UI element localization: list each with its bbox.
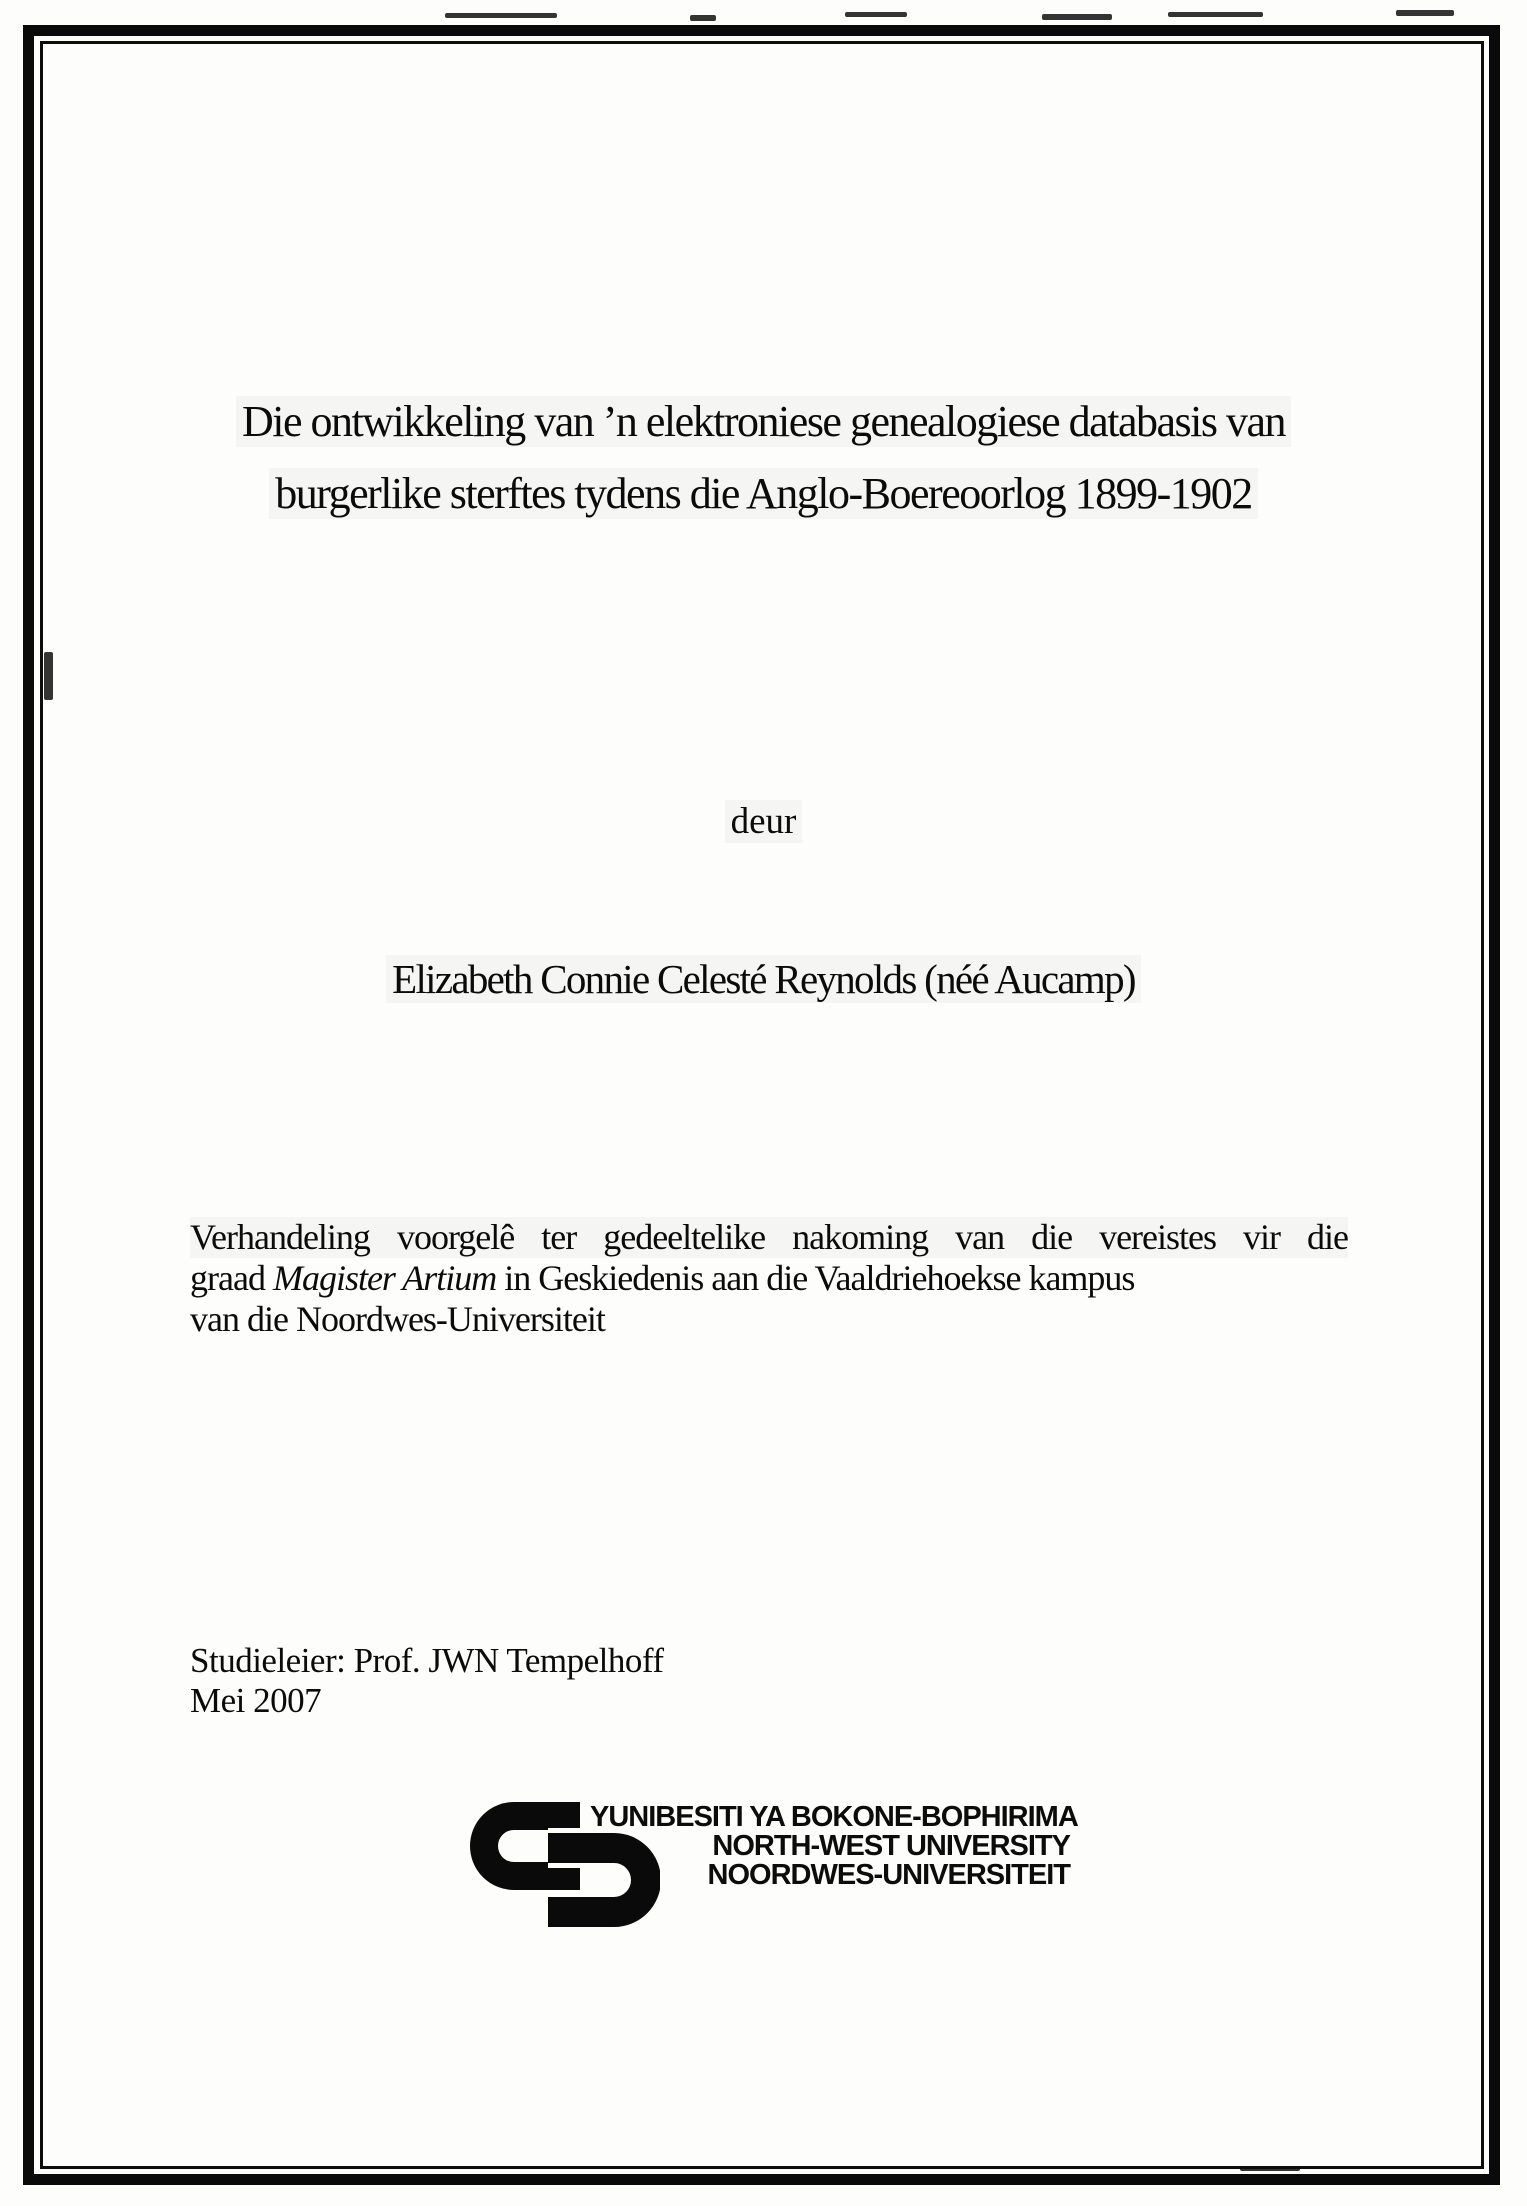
logo-name-english: NORTH-WEST UNIVERSITY xyxy=(712,1830,1070,1862)
thesis-title-line2 xyxy=(0,458,1527,530)
statement-line1: Verhandeling voorgelê ter gedeeltelike nakoming van die vereistes vir die xyxy=(190,1217,1348,1257)
statement-line3: van die Noordwes-Universiteit xyxy=(190,1299,605,1339)
byline xyxy=(0,800,1527,844)
logo-name-setswana: YUNIBESITI YA BOKONE-BOPHIRIMA xyxy=(590,1801,1078,1833)
scan-artifact xyxy=(690,15,716,21)
university-logo-text xyxy=(590,1801,1078,1891)
statement-line2-pre: graad xyxy=(190,1258,273,1298)
scan-artifact xyxy=(1042,14,1112,20)
author-line xyxy=(0,955,1527,1003)
degree-name: Magister Artium xyxy=(272,1258,497,1298)
scan-artifact xyxy=(1396,10,1454,16)
supervisor-block xyxy=(190,1641,664,1721)
scan-artifact xyxy=(845,12,907,17)
date-line: Mei 2007 xyxy=(190,1681,322,1720)
thesis-title-line2-text: burgerlike sterftes tydens die Anglo-Boereoorlog 1899-1902 xyxy=(269,468,1258,519)
logo-name-afrikaans: NOORDWES-UNIVERSITEIT xyxy=(707,1859,1070,1891)
university-logo xyxy=(468,1802,1078,1937)
submission-statement xyxy=(190,1217,1348,1340)
author-name: Elizabeth Connie Celesté Reynolds (néé Aucamp) xyxy=(386,955,1141,1003)
scan-artifact xyxy=(1168,12,1263,17)
statement-line2 xyxy=(190,1258,1348,1299)
supervisor-line: Studieleier: Prof. JWN Tempelhoff xyxy=(190,1641,664,1680)
statement-line2-post: in Geskiedenis aan die Vaaldriehoekse kampus xyxy=(496,1258,1135,1298)
thesis-title-line1 xyxy=(0,386,1527,458)
thesis-title xyxy=(0,386,1527,530)
scan-artifact xyxy=(445,13,557,18)
thesis-title-line1-text: Die ontwikkeling van ’n elektroniese genealogiese databasis van xyxy=(236,396,1291,447)
byline-text: deur xyxy=(725,800,803,843)
